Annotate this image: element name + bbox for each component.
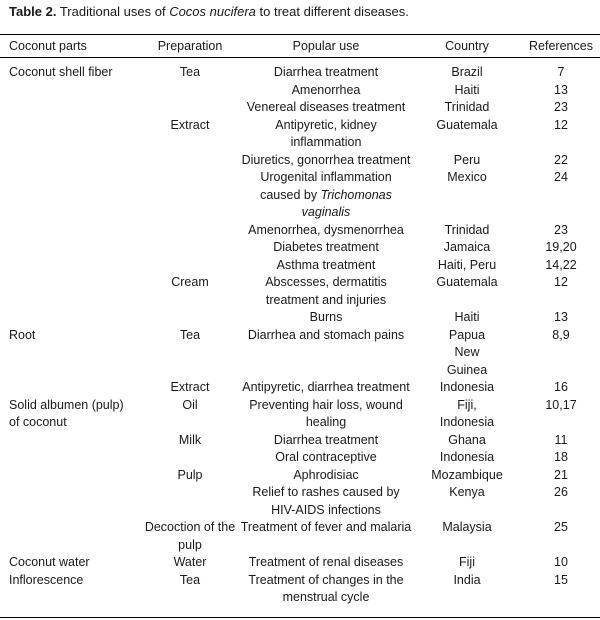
cell-country: Kenya [449,485,485,499]
cell-part [0,449,140,467]
cell-preparation: Tea [179,327,201,342]
cell-preparation: Cream [171,275,209,289]
cell-country: Malaysia [442,520,492,534]
cell-country: Peru [453,152,481,167]
cell-country: Fiji [459,555,475,569]
header-preparation: Preparation [140,37,240,58]
table-row [0,239,600,257]
cell-country: Haiti [454,82,480,97]
cell-country: Trinidad [444,100,490,114]
header-popular-use: Popular use [240,37,412,58]
table-row [0,274,600,309]
cell-part: Root [9,327,36,342]
cell-part: Coconut shell fiber [9,65,113,79]
cell-part: Coconut water [9,555,90,569]
cell-use: Diarrhea treatment [273,432,379,447]
cell-reference: 24 [554,170,568,184]
cell-reference: 11 [554,432,568,447]
top-rule [0,34,600,35]
table-label: Table 2. [9,4,57,19]
cell-country: Guatemala [436,275,498,289]
cell-preparation: Extract [170,380,210,394]
cell-part [0,117,140,152]
table-row [0,432,600,450]
table-row [0,309,600,327]
cell-use: Relief to rashes caused by HIV-AIDS infections [252,485,400,517]
cell-part [0,82,140,100]
cell-country: Mozambique [431,467,503,482]
cell-preparation [140,152,240,170]
caption-text-after: to treat different diseases. [255,4,409,19]
table-row [0,327,600,380]
cell-part [0,169,140,222]
cell-reference: 13 [554,82,568,97]
table-caption [9,3,409,20]
cell-country: Ghana [448,432,486,447]
cell-country: Fiji, Indonesia [439,397,495,429]
cell-use: Diarrhea treatment [273,65,379,79]
cell-reference: 12 [554,275,568,289]
cell-part: Inflorescence [9,572,84,587]
cell-country: Mexico [447,170,487,184]
cell-reference: 10,17 [545,397,577,412]
cell-country: Indonesia [439,450,495,464]
table-row [0,572,600,607]
cell-reference: 26 [554,485,568,499]
cell-part [0,309,140,327]
cell-preparation: Pulp [177,467,203,482]
cell-reference: 23 [554,222,568,237]
cell-preparation: Water [173,555,207,569]
cell-part [0,99,140,117]
cell-preparation [140,239,240,257]
cell-use: Amenorrhea [291,82,361,97]
cell-preparation [140,449,240,467]
cell-country: Trinidad [444,222,490,237]
cell-preparation: Milk [178,432,202,447]
cell-use-species-name: Trichomonas vaginalis [301,187,392,219]
table-row [0,554,600,572]
cell-reference: 10 [554,555,568,569]
table-row [0,379,600,397]
cell-preparation [140,82,240,100]
cell-reference: 19,20 [545,240,577,254]
cell-preparation [140,222,240,240]
cell-use: Treatment of renal diseases [248,555,404,569]
cell-preparation: Tea [179,572,201,587]
cell-use [240,169,412,222]
table-row [0,257,600,275]
cell-use: Asthma treatment [276,257,376,272]
cell-country: Papua New Guinea [446,327,488,377]
table-row [0,222,600,240]
cell-country: Brazil [451,65,483,79]
table-row [0,397,600,432]
cell-use: Oral contraceptive [275,450,377,464]
cell-part [0,432,140,450]
table-row [0,99,600,117]
table-row [0,449,600,467]
cell-use: Treatment of fever and malaria [240,520,412,534]
cell-reference: 25 [554,520,568,534]
header-coconut-parts: Coconut parts [0,37,140,58]
cell-preparation: Oil [182,397,198,412]
cell-reference: 12 [554,117,568,132]
cell-part [0,257,140,275]
cell-part [0,239,140,257]
bottom-rule [0,617,600,618]
cell-part [0,222,140,240]
caption-text-before: Traditional uses of [56,4,170,19]
table-row [0,58,600,82]
cell-use: Aphrodisiac [293,467,359,482]
cell-preparation [140,484,240,519]
cell-reference: 8,9 [552,327,570,342]
cell-part [0,467,140,485]
cell-reference: 18 [554,450,568,464]
cell-reference: 7 [557,65,565,79]
cell-preparation: Tea [179,65,201,79]
cell-reference: 21 [554,467,568,482]
cell-country: Guatemala [436,117,498,132]
cell-country: India [453,572,481,587]
cell-country: Haiti [454,310,480,324]
cell-part [0,519,140,554]
table-row [0,82,600,100]
table-row [0,519,600,554]
cell-part [0,152,140,170]
cell-part [0,484,140,519]
cell-country: Indonesia [439,380,495,394]
cell-use: Diarrhea and stomach pains [247,327,405,342]
cell-preparation [140,309,240,327]
header-references: References [522,37,600,58]
uses-table [0,37,600,607]
cell-use: Venereal diseases treatment [246,100,406,114]
cell-part [0,274,140,309]
cell-reference: 14,22 [545,257,577,272]
table-row [0,169,600,222]
cell-reference: 15 [554,572,568,587]
cell-use: Diuretics, gonorrhea treatment [241,152,411,167]
cell-reference: 13 [554,310,568,324]
cell-part: Solid albumen (pulp) of coconut [9,397,124,429]
cell-preparation: Extract [170,117,210,132]
cell-use: Burns [309,310,343,324]
cell-preparation [140,169,240,222]
cell-use: Abscesses, dermatitis treatment and injuries [265,275,387,307]
cell-use-text: Urogenital inflammation caused by [260,170,392,202]
cell-preparation: Decoction of the pulp [144,520,236,552]
cell-use: Amenorrhea, dysmenorrhea [248,222,404,237]
cell-preparation [140,99,240,117]
cell-use: Diabetes treatment [273,240,379,254]
cell-preparation [140,257,240,275]
header-row [0,37,600,58]
cell-reference: 23 [554,100,568,114]
cell-country: Jamaica [443,240,491,254]
table-row [0,152,600,170]
cell-reference: 16 [554,380,568,394]
cell-use: Antipyretic, diarrhea treatment [242,380,410,394]
caption-species-name: Cocos nucifera [169,4,256,19]
cell-country: Haiti, Peru [437,257,497,272]
table-row [0,484,600,519]
header-country: Country [412,37,522,58]
cell-use: Treatment of changes in the menstrual cycle [248,572,404,604]
table-row [0,467,600,485]
cell-use: Antipyretic, kidney inflammation [275,117,377,149]
cell-use: Preventing hair loss, wound healing [249,397,403,429]
cell-part [0,379,140,397]
table-row [0,117,600,152]
cell-reference: 22 [554,152,568,167]
